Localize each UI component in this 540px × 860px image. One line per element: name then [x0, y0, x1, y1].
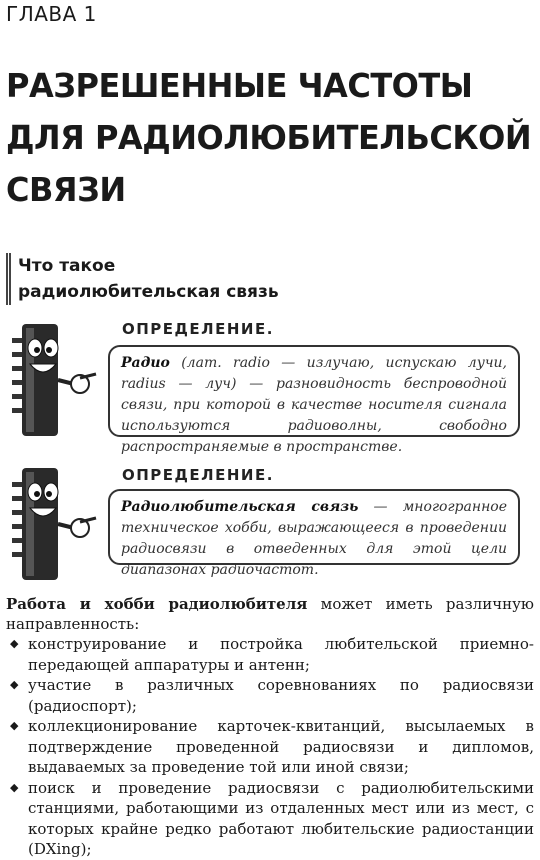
- chapter-title: [6, 60, 532, 216]
- definition-text: — многогранное техническое хобби, выражающееся в проведении радиосвязи в отведенных для этой цели диапазонах радиочастот.: [121, 499, 507, 578]
- chip-mascot-icon: [10, 462, 102, 584]
- definition-box: [108, 345, 520, 455]
- definition-text: (лат. radio — излучаю, испускаю лучи, radius — луч) — разновидность беспроводной связи, при которой в качестве носителя сигнала используются радиоволны, свободно распространяемые в пространстве.: [121, 355, 507, 455]
- chip-mascot-icon: [10, 318, 102, 440]
- definition-box: [108, 489, 520, 578]
- section-heading: [6, 253, 279, 305]
- section-heading-line: Что такое: [18, 256, 116, 276]
- definition-term: Радиолюбительская связь: [121, 499, 359, 515]
- title-line: РАЗРЕШЕННЫЕ ЧАСТОТЫ: [6, 66, 473, 105]
- chapter-label: ГЛАВА 1: [6, 2, 97, 26]
- body-paragraph-lead: Работа и хобби радиолюбителя: [6, 595, 308, 613]
- definition-label: ОПРЕДЕЛЕНИЕ.: [122, 320, 274, 338]
- bullet-list: [6, 634, 534, 860]
- list-item: ◆ участие в различных соревнованиях по радиосвязи (радиоспорт);: [6, 675, 534, 716]
- body-paragraph: [6, 594, 534, 634]
- title-line: ДЛЯ РАДИОЛЮБИТЕЛЬСКОЙ: [6, 118, 532, 157]
- list-item: ◆ поиск и проведение радиосвязи с радиолюбительскими станциями, работающими из отдаленных мест или из мест, с которых крайне редко работают любительские радиостанции (DXing);: [6, 778, 534, 860]
- body-paragraph-text: может иметь различную направленность:: [6, 595, 534, 633]
- list-item: ◆ коллекционирование карточек-квитанций, высылаемых в подтверждение проведенной радиосвязи и дипломов, выдаваемых за проведение той или иной связи;: [6, 716, 534, 778]
- title-line: СВЯЗИ: [6, 170, 126, 209]
- definition-label: ОПРЕДЕЛЕНИЕ.: [122, 466, 274, 484]
- definition-term: Радио: [121, 355, 170, 371]
- section-heading-line: радиолюбительская связь: [18, 282, 279, 302]
- list-item: ◆ конструирование и постройка любительской приемно-передающей аппаратуры и антенн;: [6, 634, 534, 675]
